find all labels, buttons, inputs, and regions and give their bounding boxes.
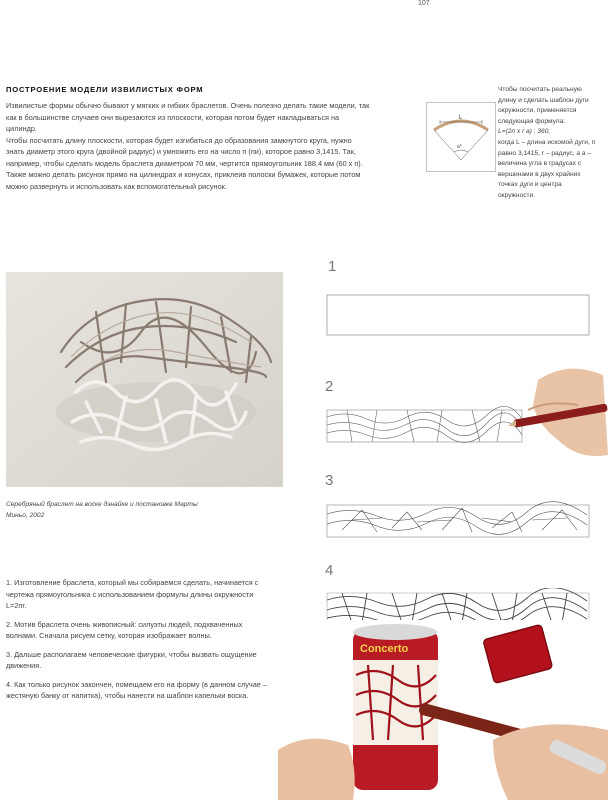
photo-caption: Серебряный браслет на воске дэнайке и постановке Марты Миньо, 2002 [6,501,198,519]
step-3-figures-sketch [322,500,602,545]
intro-paragraph: Извилистые формы обычно бывают у мягких и гибких браслетов. Очень полезно делать такие модели, так как в большинстве случаев они вырезаются из плоскости, которая потом будет накладываться на цилиндр. [6,101,370,133]
arc-diagram [426,102,496,172]
intro-paragraph: Чтобы посчитать длину плоскости, которая будет изгибаться до образования замкнутого круга, нужно знать диаметр этого круга (двойной радиус) и умножить его на число п (пи), которое равно 3,1415. Так, например, чтобы сделать модель браслета диаметром 70 мм, чертится прямоугольник 188,4 мм (60 х п). [6,135,363,168]
formula-note [498,85,596,202]
formula: L=(2п x r a) : 360, [498,128,551,136]
step-number: 3 [325,472,334,489]
section-heading: ПОСТРОЕНИЕ МОДЕЛИ ИЗВИЛИСТЫХ ФОРМ [6,85,204,94]
step-item: 1. Изготовление браслета, который мы собираемся сделать, начинается с чертежа прямоугольника с использованием формулы длины окружности L=2пr. [6,578,259,610]
step-item: 2. Мотив браслета очень живописный: силуэты людей, подхваченных волнами. Сначала рисуем сетку, которая изображает волны. [6,619,243,640]
step-item: 3. Дальше располагаем человеческие фигурки, чтобы вызвать ощущение движения. [6,649,257,670]
page-number: 107 [418,0,430,7]
step-item: 4. Как только рисунок закончен, помещаем его на форму (в данном случае – жестяную банку от напитка), чтобы нанести на шаблон капельки воска. [6,679,267,700]
formula-intro: Чтобы посчитать реальную длину и сделать шаблон дуги окружности, применяется следующая формула: [498,86,589,125]
hand-with-pencil [508,360,608,470]
step-number: 2 [325,378,334,395]
step-number: 1 [328,258,337,275]
intro-text [6,100,371,192]
formula-explanation: когда L – длина искомой дуги, п равно 3,1415, r – радиус, а a – величина угла в градусах с вершинами в двух крайних точках дуги и центра окружности. [498,138,596,199]
arc-label: L [459,115,463,121]
step-number: 4 [325,562,334,579]
bracelet-photo [6,272,283,487]
step-1-rectangle-sketch [322,290,602,350]
intro-paragraph: Также можно делать рисунок прямо на цилиндрах и конусах, приклеив полоски бумажек, которые потом можно развернуть и использовать как вспомогательный рисунок. [6,170,361,191]
can-label: Concerto [360,643,409,655]
steps-list [6,577,268,709]
can-wax-photo [278,620,608,800]
angle-label: a° [457,144,462,150]
